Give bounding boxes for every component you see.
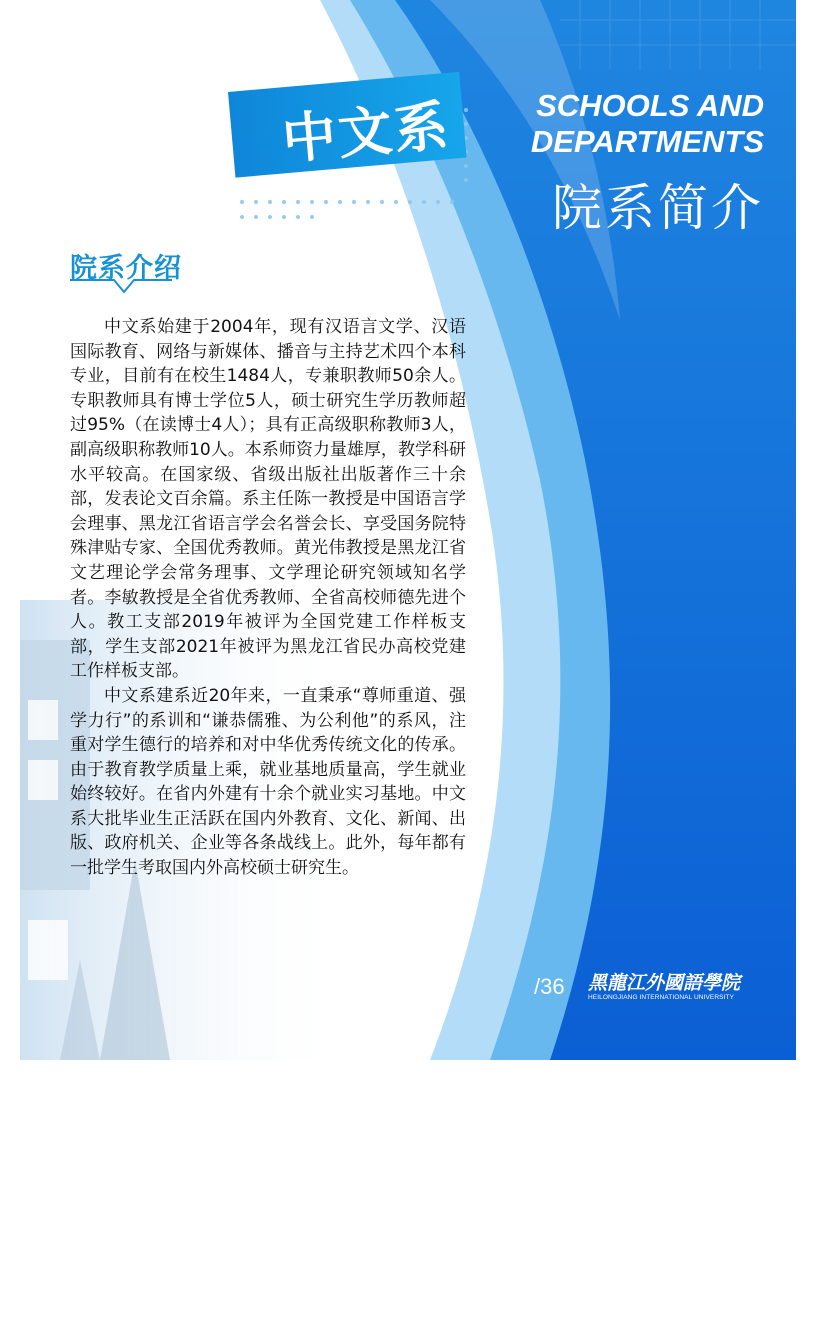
department-introduction — [70, 315, 466, 881]
page-number: /36 — [534, 974, 565, 999]
brochure-page — [20, 0, 796, 1060]
intro-paragraph-2: 中文系建系近20年来，一直秉承“尊师重道、强学力行”的系训和“谦恭儒雅、为公利他”的系风，注重对学生德行的培养和对中华优秀传统文化的传承。由于教育教学质量上乘，就业基地质量高，学生就业始终较好。在省内外建有十余个就业实习基地。中文系大批毕业生正活跃在国内外教育、文化、新闻、出版、政府机关、企业等各条战线上。此外，每年都有一批学生考取国内外高校硕士研究生。 — [70, 685, 466, 879]
department-title: 中文系 — [279, 93, 453, 172]
chinese-title: 院系简介 — [552, 179, 764, 237]
university-english-name: HEILONGJIANG INTERNATIONAL UNIVERSITY — [588, 994, 734, 1001]
english-title — [464, 88, 764, 160]
section-heading: 院系介绍 — [70, 253, 182, 284]
university-logo-text: 黑龍江外國語學院 — [588, 972, 741, 994]
intro-paragraph-1: 中文系始建于2004年，现有汉语言文学、汉语国际教育、网络与新媒体、播音与主持艺术四个本科专业，目前有在校生1484人，专兼职教师50余人。专职教师具有博士学位5人，硕士研究生学历教师超过95%（在读博士4人）；具有正高级职称教师3人，副高级职称教师10人。本系师资力量雄厚，教学科研水平较高。在国家级、省级出版社出版著作三十余部，发表论文百余篇。系主任陈一教授是中国语言学会理事、黑龙江省语言学会名誉会长、享受国务院特殊津贴专家、全国优秀教师。黄光伟教授是黑龙江省文艺理论学会常务理事、文学理论研究领域知名学者。李敏教授是全省优秀教师、全省高校师德先进个人。教工支部2019年被评为全国党建工作样板支部，学生支部2021年被评为黑龙江省民办高校党建工作样板支部。 — [70, 317, 466, 682]
english-title-line2: DEPARTMENTS — [530, 124, 764, 159]
english-title-line1: SCHOOLS AND — [536, 88, 764, 123]
